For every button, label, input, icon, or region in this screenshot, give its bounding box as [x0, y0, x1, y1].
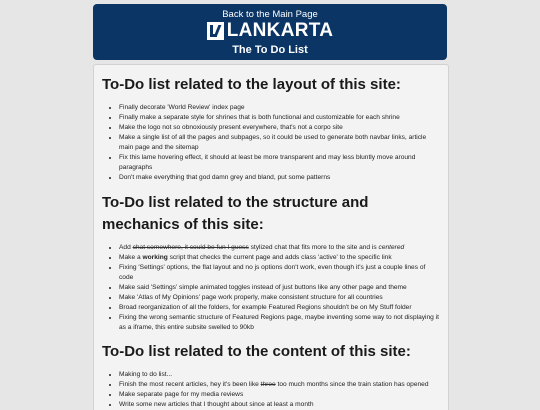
logo-mark-icon	[207, 22, 224, 40]
list-item: • Broad reorganization of all the folders, for example Featured Regions shouldn't be on My Stuff folder	[119, 303, 440, 313]
item-text: script that checks the current page and adds class 'active' to the specific link	[167, 254, 392, 261]
struck-text: three	[260, 381, 276, 388]
page-title: The To Do List	[232, 44, 308, 56]
main-content	[93, 64, 449, 410]
layout-todo-list	[102, 103, 440, 183]
list-item: • Make separate page for my media reviews	[119, 390, 440, 400]
site-logo[interactable]	[93, 21, 447, 41]
list-item: • Write some new articles that I thought about since at least a month	[119, 400, 440, 410]
struck-text: chat somewhere, it could be fun I guess	[132, 244, 249, 251]
list-item: • Finally make a separate style for shrines that is both functional and customizable for each shrine	[119, 113, 440, 123]
list-item: • Fixing 'Settings' options, the flat layout and no js options don't work, even though it's just a couple lines of code	[119, 263, 440, 283]
list-item	[119, 253, 440, 263]
list-item: • Make said 'Settings' simple animated toggles instead of just buttons like any other page and theme	[119, 283, 440, 293]
list-item: • Making to do list...	[119, 370, 440, 380]
item-text: Finish the most recent articles, hey it's been like	[119, 381, 261, 388]
section-heading-layout: To-Do list related to the layout of this site:	[102, 76, 401, 93]
list-item: • Make 'Atlas of My Opinions' page work properly, make consistent structure for all countries	[119, 293, 440, 303]
item-text: stylized chat that fits more to the site and is	[248, 244, 379, 251]
list-item: • Finally decorate 'World Review' index page	[119, 103, 440, 113]
structure-todo-list	[102, 243, 440, 333]
emphasis-text: centered	[378, 244, 405, 251]
bold-text: working	[142, 254, 168, 261]
content-todo-list	[102, 370, 440, 410]
logo-text: LANKARTA	[226, 20, 334, 41]
list-item: • Fix this lame hovering effect, it should at least be more transparent and may less bluntly move around paragraphs	[119, 153, 440, 173]
list-item	[119, 243, 440, 253]
site-header	[93, 4, 447, 60]
list-item: • Make a single list of all the pages and subpages, so it could be used to generate both navbar links, article main page and the sitemap	[119, 133, 440, 153]
list-item	[119, 380, 440, 390]
section-heading-structure: To-Do list related to the structure and mechanics of this site:	[102, 194, 369, 233]
item-text: too much months since the train station has opened	[275, 381, 429, 388]
back-to-main-link[interactable]: Back to the Main Page	[222, 9, 318, 20]
list-item: • Fixing the wrong semantic structure of Featured Regions page, maybe inventing some way to not displaying it as a iframe, this entire subsite swelled to 90kb	[119, 313, 440, 333]
item-text: Add	[119, 244, 133, 251]
item-text: Make a	[119, 254, 143, 261]
section-heading-content: To-Do list related to the content of this site:	[102, 343, 411, 360]
list-item: • Make the logo not so obnoxiously present everywhere, that's not a corpo site	[119, 123, 440, 133]
list-item: • Don't make everything that god damn grey and bland, put some patterns	[119, 173, 440, 183]
